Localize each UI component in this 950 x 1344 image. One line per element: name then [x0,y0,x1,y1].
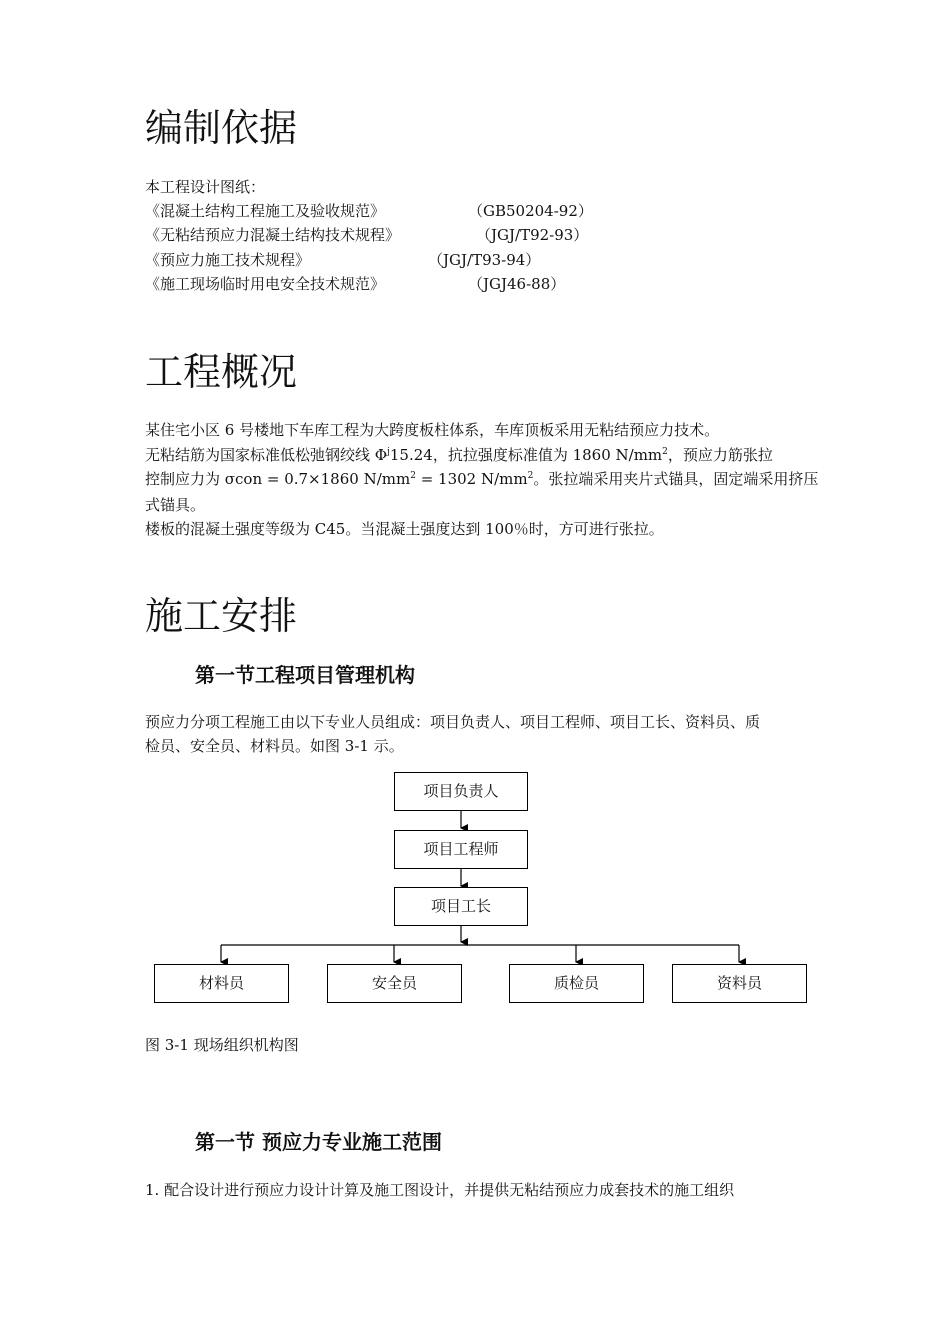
overview-line-1: 某住宅小区 6 号楼地下车库工程为大跨度板柱体系，车库顶板采用无粘结预应力技术。 [145,421,720,439]
org-box-documentation-staff: 资料员 [672,964,807,1003]
ref-name-4: 《施工现场临时用电安全技术规范》 [145,275,386,293]
management-paragraph-line-1: 预应力分项工程施工由以下专业人员组成：项目负责人、项目工程师、项目工长、资料员、质 [145,713,761,731]
management-paragraph-line-2: 检员、安全员、材料员。如图 3-1 示。 [145,737,404,755]
ref-code-3: （JGJ/T93-94） [428,251,541,269]
ref-code-2: （JGJ/T92-93） [476,226,589,244]
org-box-project-leader: 项目负责人 [394,772,528,811]
ref-code-1: （GB50204-92） [468,202,593,220]
ref-name-1: 《混凝土结构工程施工及验收规范》 [145,202,386,220]
ref-name-3: 《预应力施工技术规程》 [145,251,311,269]
overview-line-5: 楼板的混凝土强度等级为 C45。当混凝土强度达到 100％时，方可进行张拉。 [145,520,664,538]
ref-name-2: 《无粘结预应力混凝土结构技术规程》 [145,226,401,244]
overview-line-4: 式锚具。 [145,496,206,514]
org-box-project-engineer: 项目工程师 [394,830,528,869]
scope-paragraph-line-1: 1. 配合设计进行预应力设计计算及施工图设计，并提供无粘结预应力成套技术的施工组织 [145,1181,735,1199]
heading-overview: 工程概况 [145,350,298,394]
subheading-management: 第一节工程项目管理机构 [195,663,415,687]
heading-arrangement: 施工安排 [145,594,298,638]
org-box-safety-staff: 安全员 [327,964,462,1003]
heading-basis: 编制依据 [145,106,298,150]
org-box-quality-inspector: 质检员 [509,964,644,1003]
basis-intro: 本工程设计图纸： [145,178,266,196]
org-box-materials-staff: 材料员 [154,964,289,1003]
subheading-scope: 第一节 预应力专业施工范围 [195,1130,442,1154]
overview-line-3: 控制应力为 σcon = 0.7×1860 $N/mm^2 = 1302$ $N/mm^2$。张拉端采用夹片式锚具，固定端采用挤压 [145,470,819,488]
org-box-project-foreman: 项目工长 [394,887,528,926]
overview-line-2: 无粘结筋为国家标准低松弛钢绞线 $\Phi^j15.24$，抗拉强度标准值为 1860 $N/mm^2$，预应力筋张拉 [145,446,773,464]
figure-caption: 图 3-1 现场组织机构图 [145,1036,299,1054]
ref-code-4: （JGJ46-88） [468,275,566,293]
